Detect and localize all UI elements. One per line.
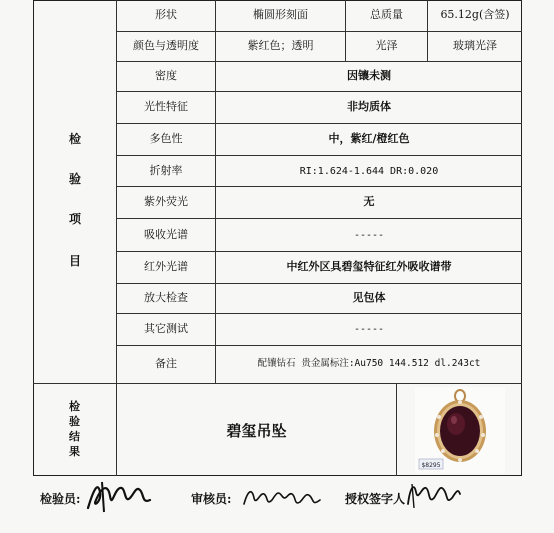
label-magnification: 放大检查 — [117, 284, 216, 314]
result-name: 碧玺吊坠 — [117, 384, 397, 476]
inspector-label: 检验员: — [40, 492, 81, 506]
result-char-1: 检 — [69, 400, 80, 414]
result-char-4: 果 — [69, 444, 80, 458]
value-remarks: 配镶钻石 贵金属标注:Au750 144.512 dl.243ct — [216, 346, 522, 384]
label-uv-fluorescence: 紫外荧光 — [117, 187, 216, 219]
result-label-cell — [33, 384, 117, 476]
value-magnification: 见包体 — [216, 284, 522, 314]
label-remarks: 备注 — [117, 346, 216, 384]
label-absorption-spectrum: 吸收光谱 — [117, 219, 216, 252]
pendant-photo — [397, 384, 522, 476]
result-char-3: 结 — [69, 430, 80, 443]
value-luster: 玻璃光泽 — [428, 32, 522, 62]
section-char-3: 项 — [68, 212, 81, 226]
value-other-tests: ----- — [216, 314, 522, 346]
reviewer-label: 审核员: — [191, 492, 232, 506]
pendant-image — [415, 387, 505, 473]
footer — [0, 478, 554, 533]
label-optic: 光性特征 — [117, 92, 216, 124]
section-label-cell — [33, 0, 117, 384]
label-luster: 光泽 — [346, 32, 428, 62]
value-refractive-index: RI:1.624-1.644 DR:0.020 — [216, 156, 522, 187]
label-shape: 形状 — [117, 0, 216, 32]
signatory-signature — [404, 478, 462, 510]
label-total-mass: 总质量 — [346, 0, 428, 32]
value-uv-fluorescence: 无 — [216, 187, 522, 219]
value-pleochroism: 中，紫红/橙红色 — [216, 124, 522, 156]
label-pleochroism: 多色性 — [117, 124, 216, 156]
value-infrared-spectrum: 中红外区具碧玺特征红外吸收谱带 — [216, 252, 522, 284]
label-density: 密度 — [117, 62, 216, 92]
section-char-4: 目 — [68, 254, 81, 268]
result-char-2: 验 — [69, 415, 80, 429]
section-char-1: 检 — [68, 132, 81, 146]
value-total-mass: 65.12g(含签) — [428, 0, 522, 32]
value-optic: 非均质体 — [216, 92, 522, 124]
value-absorption-spectrum: ----- — [216, 219, 522, 252]
photo-tag: $8295 — [420, 462, 441, 469]
inspector-signature — [84, 478, 154, 514]
label-other-tests: 其它测试 — [117, 314, 216, 346]
value-color: 紫红色；透明 — [216, 32, 346, 62]
label-infrared-spectrum: 红外光谱 — [117, 252, 216, 284]
reviewer-signature — [240, 482, 326, 512]
label-refractive-index: 折射率 — [117, 156, 216, 187]
label-color: 颜色与透明度 — [117, 32, 216, 62]
section-char-2: 验 — [68, 172, 81, 186]
value-shape: 椭圆形刻面 — [216, 0, 346, 32]
value-density: 因镶未测 — [216, 62, 522, 92]
signatory-label: 授权签字人 — [345, 492, 406, 506]
